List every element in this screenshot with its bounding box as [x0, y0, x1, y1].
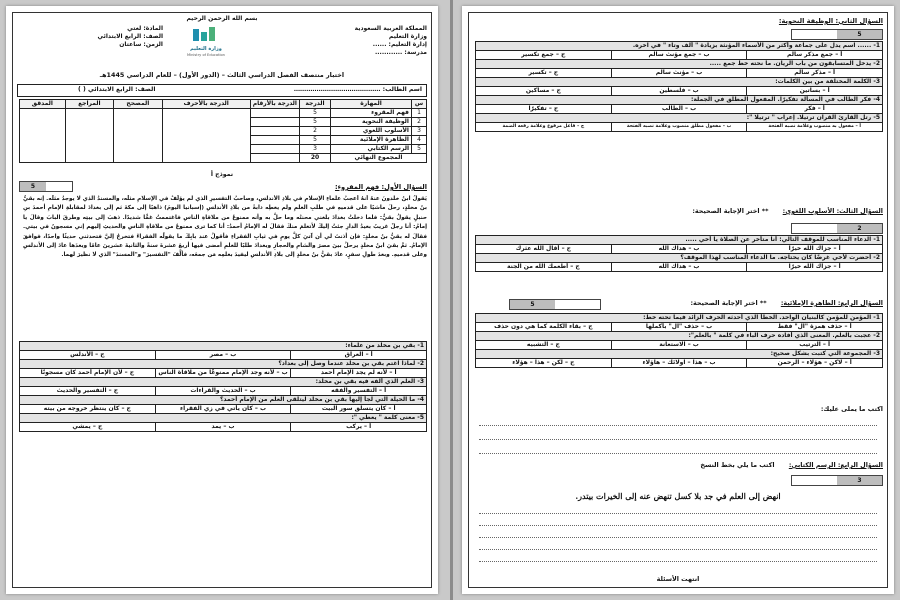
q2-title: السؤال الثاني: الوظيفة النحوية: [778, 17, 883, 25]
q3-score-box: 2 [791, 223, 883, 234]
option[interactable]: ب – هذا – اولائك – هاؤلاء [611, 359, 747, 368]
q4-instruction: ** اختر الإجابة الصحيحة: [690, 299, 767, 307]
q1-title: السؤال الأول: فهم المقروء: [334, 183, 427, 191]
q5-heading [700, 461, 883, 469]
option[interactable]: أ – التفسير والفقه [291, 387, 427, 396]
option[interactable]: ب – مؤنث سالم [611, 69, 747, 78]
q1-choices-table: 1- بقي بن مخلد من علماء: أ – العراق ب – مصر ج – الأندلس 2- لماذا اغتم بقي بن مخلد عندما وصل إلى بغداد؟ أ – لأنه لم يجد الإمام أحمد ب – لأنه وجد الإمام ممنوعًا من ملاقاة الناس ج – لأن الإمام أحمد كان مسجونًا 3- العلم الذي ألفه فيه بقي بن مخلد: أ – التفسير والفقه ب – الحديث والقراءات ج – التفسير والحديث 4- ما الحيلة التي لجأ إليها بقي بن مخلد ليتلقى العلم من الإمام أحمد؟ أ – كان يتسلق سور البيت ب – كان يأتي في زي الفقراء ج – كان ينتظر خروجه من بيته 5- معنى كلمة " يعطي ": أ – يركب ب – يمد ج – يمشي [19, 341, 427, 432]
option[interactable]: أ – لأنه لم يجد الإمام أحمد [291, 369, 427, 378]
option[interactable]: ج – يمشي [20, 423, 156, 432]
student-name-label: اسم الطالب: …………………………………… [293, 86, 422, 93]
option[interactable]: ب – جمع مؤنث سالم [611, 51, 747, 60]
table-row: 3 الأسلوب اللغوي 2 [20, 127, 427, 136]
q4-heading [690, 299, 883, 307]
q2-score-box: 5 [791, 29, 883, 40]
option[interactable]: أ – العراق [291, 351, 427, 360]
table-row: 2 الوظيفة النحوية 5 [20, 118, 427, 127]
option[interactable]: ب – فلسطين [611, 87, 747, 96]
exam-page-2 [462, 6, 894, 594]
option[interactable]: ج – أطعمك الله من الجنة [476, 263, 612, 272]
dictation-line[interactable] [479, 439, 877, 440]
exam-page-1 [6, 6, 438, 594]
table-row: 4 الظاهرة الإملائية 5 [20, 136, 427, 145]
ministry-logo-icon [191, 27, 221, 43]
q1-item-4-options [20, 405, 427, 414]
option[interactable]: أ – لاكن – هؤلاء – الرحمن [747, 359, 883, 368]
option[interactable]: أ – مفعول به منصوب وعلامة نصبه الفتحة [747, 123, 883, 132]
q3-title: السؤال الثالث: الأسلوب اللغوي: [782, 207, 883, 215]
q1-item-5-options [20, 423, 427, 432]
option[interactable]: أ – جزاك الله خيرًا [747, 263, 883, 272]
q1-item-3-options [20, 387, 427, 396]
option[interactable]: أ – مذكر سالم [747, 69, 883, 78]
table-row: 5 الرسم الكتابي 3 [20, 145, 427, 154]
option[interactable]: ج – التشبيه [476, 341, 612, 350]
option[interactable]: ج – أقال الله عثرك [476, 245, 612, 254]
option[interactable]: ج – بقاء الكلمة كما هي دون حذف [476, 323, 612, 332]
option[interactable]: ج – مساكين [476, 87, 612, 96]
option[interactable]: أ – فكر [747, 105, 883, 114]
q1-item-2-options [20, 369, 427, 378]
option[interactable]: أ – الترتيب [747, 341, 883, 350]
exam-title: اختبار منتصف الفصل الدراسي الثالث – (الدور الأول) – للعام الدراسي 1445هـ [99, 71, 345, 79]
basmala: بسم الله الرحمن الرحيم [186, 15, 258, 22]
page-gutter [450, 0, 453, 600]
q3-heading [692, 207, 883, 215]
table-total-row: المجموع النهائي 20 [20, 154, 427, 163]
q5-score-box: 3 [791, 475, 883, 486]
option[interactable]: ب – يمد [155, 423, 291, 432]
dictation-prompt: اكتب ما يملى عليك: [820, 405, 883, 413]
grades-table: س المهارة الدرجة الدرجة بالأرقام الدرجة بالأحرف المصحح المراجع المدقق 1 فهم المقروء 5 2 الوظيفة النحوية 5 3 الأسلوب اللغوي 2 4 الظاهرة الإملائية 5 5 الرسم الكتابي 3 المجموع النهائي 20 [19, 99, 427, 163]
option[interactable]: ب – الطالب [611, 105, 747, 114]
handwriting-line[interactable] [479, 561, 877, 562]
option[interactable]: أ – يركب [291, 423, 427, 432]
option[interactable]: ب – حذف "ال" بأكملها [611, 323, 747, 332]
option[interactable]: ب – الاستعانة [611, 341, 747, 350]
option[interactable]: أ – جمع مذكر سالم [747, 51, 883, 60]
q4-title: السؤال الرابع: الظاهرة الإملائية: [780, 299, 883, 307]
option[interactable]: ج – الأندلس [20, 351, 156, 360]
option[interactable]: ب – لأنه وجد الإمام ممنوعًا من ملاقاة الناس [155, 369, 291, 378]
page-1-border [12, 12, 432, 588]
option[interactable]: ب – مفعول مطلق منصوب وعلامة نصبه الفتحة [611, 123, 747, 132]
model-label: نموذج أ [210, 171, 234, 178]
option[interactable]: أ – حذف همزة "ال" فقط [747, 323, 883, 332]
ministry-logo: وزارة التعليم Ministry of Education [171, 27, 241, 57]
option[interactable]: ب – هداك الله [611, 263, 747, 272]
class-label: الصف: الرابع الابتدائي ( ) [78, 86, 156, 93]
option[interactable]: ج – التفسير والحديث [20, 387, 156, 396]
option[interactable]: ب – هداك الله [611, 245, 747, 254]
option[interactable]: ج – لأن الإمام أحمد كان مسجونًا [20, 369, 156, 378]
q1-score-box: 5 [19, 181, 73, 192]
q5-instruction: اكتب ما يلي بخط النسخ [700, 461, 775, 469]
header-ministry: المملكة العربية السعودية وزارة التعليم إدارة التعليم: ...... مدرسة: ............ [354, 25, 427, 56]
option[interactable]: أ – بساتين [747, 87, 883, 96]
q5-sentence: انهض إلى العلم في جد بلا كسل تنهض عنه إلى الخيرات بيتدر. [575, 491, 781, 501]
q2-choices-table: 1- ...... اسم يدل على جماعة وأكثر من الأسماء المؤنثة بزيادة " ألف وتاء " في آخره. أ – جمع مذكر سالم ب – جمع مؤنث سالم ج – جمع تكسير 2- يدخل المتسابقون من باب الريان. ما نحته خط جمع ..... أ – مذكر سالم ب – مؤنث سالم ج – تكسير 3- الكلمة المختلفة من بين الكلمات: أ – بساتين ب – فلسطين ج – مساكين 4- فكر الطالب في المسألة تفكيرًا. المفعول المطلق في الجملة: أ – فكر ب – الطالب ج – تفكيرًا 5- رتل القارئ القرآن ترتيلًا. إعراب " ترتيلًا ": أ – مفعول به منصوب وعلامة نصبه الفتحة ب – مفعول مطلق منصوب وعلامة نصبه الفتحة ج – فاعل مرفوع وعلامة رفعه الضمة [475, 41, 883, 132]
option[interactable]: ب – الحديث والقراءات [155, 387, 291, 396]
q4-choices-table: 1- المؤمن للمؤمن كالبنيان الواحد. الخطأ الذي أحدثه الحرف الزائد فيما تحته خط: أ – حذف همزة "ال" فقط ب – حذف "ال" بأكملها ج – بقاء الكلمة كما هي دون حذف 2- عجبت بالعلم. المعنى الذي أفاده حرف الباء في كلمة " بالعلم": أ – الترتيب ب – الاستعانة ج – التشبيه 3- المجموعة التي كتبت بشكل صحيح: أ – لاكن – هؤلاء – الرحمن ب – هذا – اولائك – هاؤلاء ج – لكن – هذا – هؤلاء [475, 313, 883, 368]
dictation-line[interactable] [479, 453, 877, 454]
q5-title: السؤال الرابع: الرسم الكتابي: [788, 461, 883, 469]
option[interactable]: ج – تكسير [476, 69, 612, 78]
end-of-questions: انتهت الأسئلة [656, 575, 700, 583]
option[interactable]: ب – كان يأتي في زي الفقراء [155, 405, 291, 414]
option[interactable]: أ – كان يتسلق سور البيت [291, 405, 427, 414]
handwriting-line[interactable] [479, 525, 877, 526]
q3-choices-table: 1- الدعاء المناسب للموقف التالي: أنا متأخر عن الصلاة يا أخي ..... أ – جزاك الله خيرًا ب – هداك الله ج – أقال الله عثرك 2- أحضرت لأخي غرضًا كان يحتاجه. ما الدعاء المناسب لهذا الموقف؟ أ – جزاك الله خيرًا ب – هداك الله ج – أطعمك الله من الجنة [475, 235, 883, 272]
handwriting-line[interactable] [479, 513, 877, 514]
option[interactable]: ج – كان ينتظر خروجه من بيته [20, 405, 156, 414]
option[interactable]: ج – فاعل مرفوع وعلامة رفعه الضمة [476, 123, 612, 132]
option[interactable]: ج – جمع تكسير [476, 51, 612, 60]
reading-passage: يَقولُ ابنُ خلدونَ عنهُ أنهُ أعجبُ علماءِ الإسلامِ في بلادِ الأندلسِ، وصاحبُ التفسيرِ الذي لم يؤلَّفْ في الإسلامِ مثلُه، والمسندُ الذي لا يوجدُ مثلُه. إنه بقيُّ بنُ مخلدٍ، رحلَ ماشيًا على قدميهِ في طلبِ العلمِ ولم يعطِه دابةً من بلادِ الأندلسِ (إسبانيا اليومَ) ذاهبًا إلى مكةَ ثم إلى بغدادَ لمقابلةِ الإمامِ أحمدَ بنِ حنبلٍ يقولُ بقيٌّ: فلما دخلتُ بغدادَ بلغني محنتُه وما حلَّ به وأنه ممنوعٌ من ملاقاةِ الناسِ فاغتممتُ غمًّا شديدًا. ذهبَ إلى بيتِه وطرقَ البابَ وقالَ يا إمامُ: أنا رجلٌ غريبٌ بعيدُ الدارِ جئتُ إليكَ لأتعلمَ منكَ فقالَ له الإمامُ أحمدُ: أنا كما ترى ممنوعٌ من ملاقاةِ الناسِ والحديثِ إليهم إني مسجونٌ في بيتي. فقالَ له بقيُّ بنُ مخلدٍ: فإن أذنتَ لي أن آتيَ كلَّ يومٍ في ثيابِ الفقراءِ فأقولُ عند بابِكَ ما يقولُه الفقراءُ فتخرجُ إليَّ فتحدثني حديثًا واحدًا، فوافقَ الإمامُ. ثمَّ بقيَ ابنُ مخلدٍ يرحلُ بينَ مصرَ والشامِ والحجازِ وبغدادَ طلبًا للعلمِ أمضى فيها أربعَ عشرةَ سنةً والثانيةَ عشرينَ عامًا وبعدَها عادَ إلى الأندلسِ وعلى قدميهِ. وبعدَ طولِ سفرٍ، عادَ بقيُّ بنُ مخلدٍ إلى بلادِ الأندلسِ ليفيدَ بعلمِه مَن جمعَه، فألَّفَ "التفسيرَ" و"المسندَ" الذي لا نظيرَ لهما. [23, 196, 427, 259]
option[interactable]: ب – مصر [155, 351, 291, 360]
q4-score-box: 5 [509, 299, 601, 310]
q1-item-1-options [20, 351, 427, 360]
handwriting-line[interactable] [479, 537, 877, 538]
handwriting-line[interactable] [479, 549, 877, 550]
option[interactable]: ج – لكن – هذا – هؤلاء [476, 359, 612, 368]
option[interactable]: ج – تفكيرًا [476, 105, 612, 114]
student-name-row [17, 84, 427, 97]
page-2-border [468, 12, 888, 588]
table-row: 1 فهم المقروء 5 [20, 109, 427, 118]
option[interactable]: أ – جزاك الله خيرًا [747, 245, 883, 254]
header-subject: المادة: لغتي الصف: الرابع الابتدائي الزمن: ساعتان [97, 25, 163, 48]
dictation-line[interactable] [479, 425, 877, 426]
q3-instruction: ** اختر الإجابة الصحيحة: [692, 207, 769, 215]
